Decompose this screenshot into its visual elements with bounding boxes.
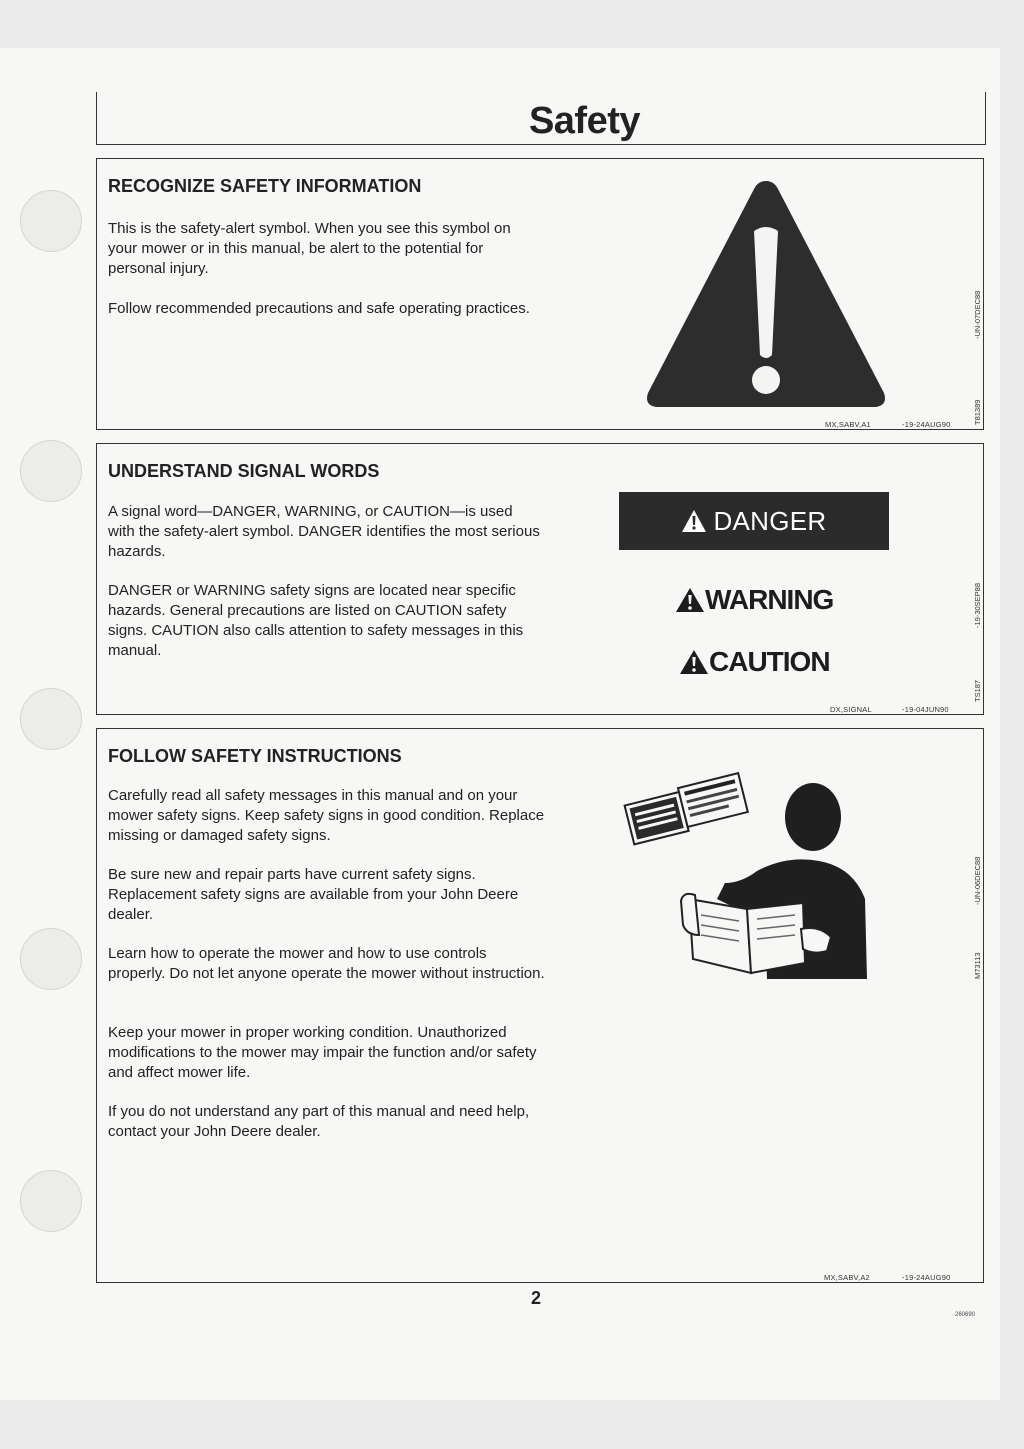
footer-code: 260690 (955, 1312, 976, 1318)
signal-word-danger: DANGER (713, 505, 827, 536)
safety-alert-triangle-icon (642, 175, 890, 413)
paragraph: Keep your mower in proper working condition. Unauthorized modifications to the mower may impair the function and/or safety and affect mower life. (108, 1024, 537, 1081)
page-title: Safety (528, 100, 640, 142)
person-reading-manual-icon (617, 759, 877, 979)
image-code: M73113 (973, 952, 982, 979)
safety-alert-icon (679, 649, 709, 675)
paragraph: DANGER or WARNING safety signs are located near specific hazards. General precautions are listed on CAUTION safety signs. CAUTION also calls attention to safety messages in this manual. (108, 582, 524, 659)
side-code: -19-30SEP88 (973, 582, 982, 628)
safety-alert-icon (681, 509, 707, 533)
signal-word-warning: WARNING (705, 584, 834, 615)
image-code: TS187 (973, 679, 982, 702)
binder-hole (20, 1170, 82, 1232)
paragraph: If you do not understand any part of this manual and need help, contact your John Deere dealer. (108, 1103, 530, 1140)
paragraph: Be sure new and repair parts have current safety signs. Replacement safety signs are available from your John Deere dealer. (108, 866, 519, 923)
side-code: -UN-07DEC88 (973, 290, 982, 339)
reference-date: -19-04JUN90 (902, 705, 949, 714)
section-heading: UNDERSTAND SIGNAL WORDS (108, 461, 380, 481)
side-code: -UN-06DEC88 (973, 856, 982, 905)
signal-word-caution: CAUTION (709, 646, 830, 677)
paragraph: A signal word—DANGER, WARNING, or CAUTION—is used with the safety-alert symbol. DANGER identifies the most serious hazards. (108, 503, 540, 560)
section-recognize-safety (96, 158, 984, 430)
binder-hole (20, 190, 82, 252)
paragraph: This is the safety-alert symbol. When you see this symbol on your mower or in this manual, be alert to the potential for personal injury. (108, 220, 511, 277)
reference-code: MX,SABV,A2 (824, 1273, 870, 1282)
danger-sign (619, 492, 889, 550)
section-signal-words (96, 443, 984, 715)
section-heading: FOLLOW SAFETY INSTRUCTIONS (108, 746, 402, 766)
binder-hole (20, 688, 82, 750)
section-heading: RECOGNIZE SAFETY INFORMATION (108, 176, 422, 196)
section-follow-instructions (96, 728, 984, 1283)
reference-code: DX,SIGNAL (830, 705, 872, 714)
paragraph: Learn how to operate the mower and how to use controls properly. Do not let anyone operate the mower without instruction. (108, 945, 545, 982)
warning-sign (675, 584, 833, 616)
safety-alert-icon (675, 587, 705, 613)
binder-hole (20, 928, 82, 990)
paragraph: Follow recommended precautions and safe operating practices. (108, 300, 530, 317)
caution-sign (679, 646, 830, 678)
reference-code: MX,SABV,A1 (825, 420, 871, 429)
page-number: 2 (531, 1288, 542, 1308)
reference-date: -19-24AUG90 (902, 1273, 951, 1282)
reference-date: -19-24AUG90 (902, 420, 951, 429)
binder-hole (20, 440, 82, 502)
image-code: T81389 (973, 399, 982, 425)
paragraph: Carefully read all safety messages in this manual and on your mower safety signs. Keep safety signs in good condition. Replace missing or damaged safety signs. (108, 787, 545, 844)
